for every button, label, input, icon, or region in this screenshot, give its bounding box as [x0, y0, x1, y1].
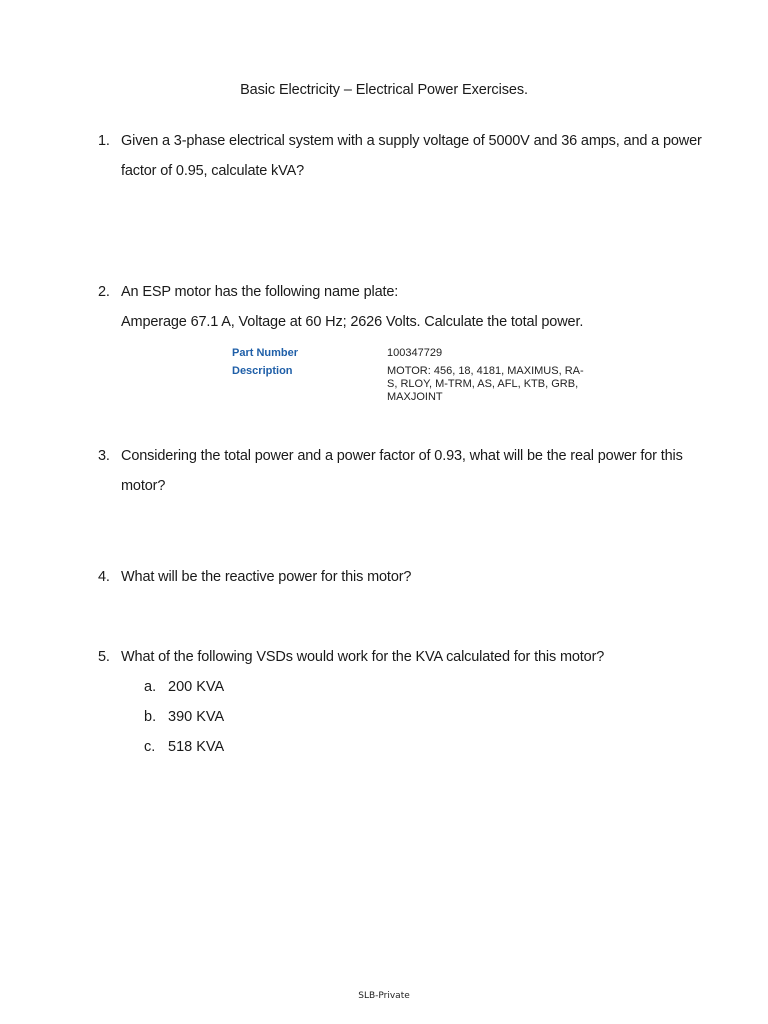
- question-2: [98, 277, 718, 337]
- option-value: 390 KVA: [168, 709, 225, 725]
- footer-classification: SLB-Private: [358, 991, 410, 1001]
- question-4: [98, 562, 718, 592]
- question-5: [98, 642, 718, 672]
- part-number-value: 100347729: [387, 347, 443, 359]
- option-letter: c.: [144, 739, 156, 755]
- question-number: 3.: [98, 448, 110, 464]
- question-number: 2.: [98, 284, 110, 300]
- question-text: Considering the total power and a power factor of 0.93, what will be the real power for this motor?: [121, 448, 683, 494]
- question-subtext: Amperage 67.1 A, Voltage at 60 Hz; 2626 Volts. Calculate the total power.: [121, 314, 584, 330]
- document-title: Basic Electricity – Electrical Power Exercises.: [240, 82, 528, 98]
- name-plate-row: [232, 365, 592, 404]
- question-text: An ESP motor has the following name plate:: [121, 284, 399, 300]
- option-letter: b.: [144, 709, 157, 725]
- question-number: 5.: [98, 649, 110, 665]
- question-text: What of the following VSDs would work for the KVA calculated for this motor?: [121, 649, 605, 665]
- name-plate-row: [232, 347, 592, 365]
- question-1: [98, 126, 718, 186]
- question-number: 1.: [98, 133, 110, 149]
- question-text: Given a 3-phase electrical system with a supply voltage of 5000V and 36 amps, and a power factor of 0.95, calculate kVA?: [121, 133, 702, 179]
- description-value: MOTOR: 456, 18, 4181, MAXIMUS, RA-S, RLOY, M-TRM, AS, AFL, KTB, GRB, MAXJOINT: [387, 365, 584, 403]
- description-label: Description: [232, 365, 293, 377]
- question-3: [98, 441, 718, 501]
- option-letter: a.: [144, 679, 157, 695]
- part-number-label: Part Number: [232, 347, 299, 359]
- name-plate-table: [232, 347, 592, 404]
- option-value: 518 KVA: [168, 739, 225, 755]
- option-value: 200 KVA: [168, 679, 225, 695]
- question-text: What will be the reactive power for this motor?: [121, 569, 412, 585]
- question-number: 4.: [98, 569, 110, 585]
